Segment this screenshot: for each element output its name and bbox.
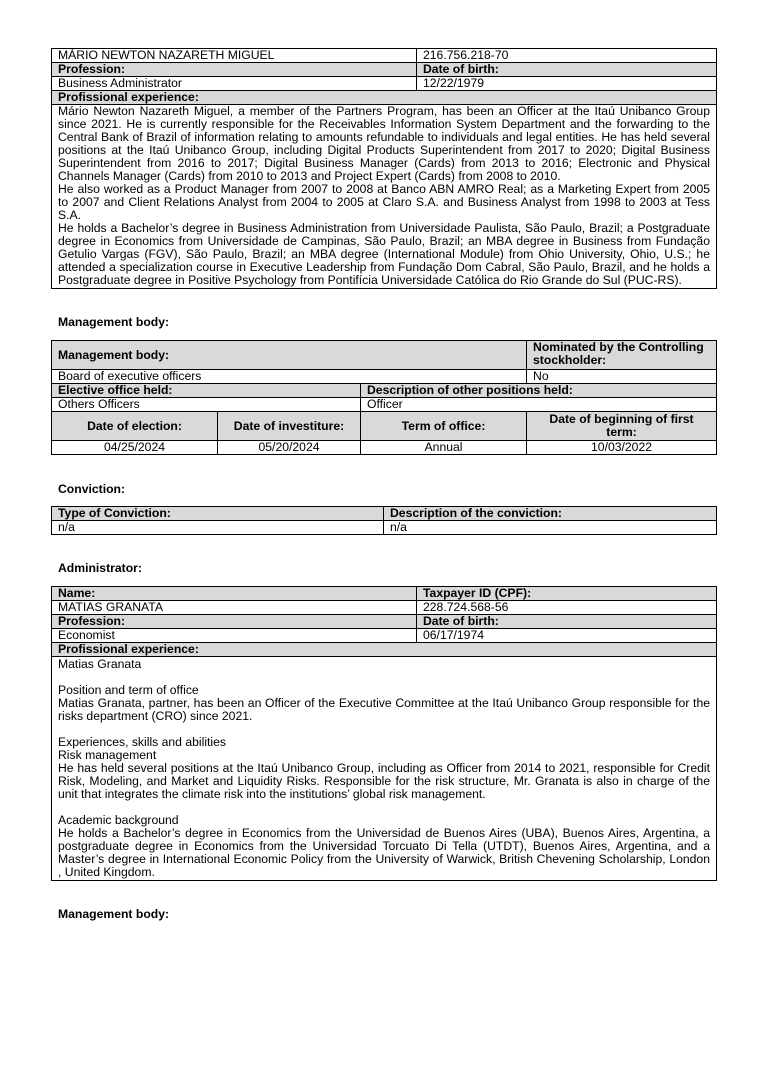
- person1-id: 216.756.218-70: [417, 49, 717, 63]
- admin-cpf-label: Taxpayer ID (CPF):: [417, 587, 717, 601]
- admin-profession: Economist: [52, 629, 417, 643]
- admin-risk-text: He has held several positions at the Itaú Unibanco Group, including as Officer from 2014 to 2021, responsible for Credit Risk, Modeling, and Market and Liquidity Risks. Responsible for the risk structure, Mr. Granata is also in charge of the unit that integrates the climate risk into the institutions’ global risk management.: [58, 761, 710, 801]
- mgmt1-nominated-label: Nominated by the Controlling stockholder:: [527, 341, 717, 370]
- person1-experience-p2: He also worked as a Product Manager from 2007 to 2008 at Banco ABN AMRO Real; as a Marketing Expert from 2005 to 2007 and Client Relations Analyst from 2004 to 2005 at Claro S.A. and Business Analyst from 1998 to 2003 at Tess S.A.: [58, 182, 710, 222]
- admin-name: MATIAS GRANATA: [52, 601, 417, 615]
- person1-experience-p1: Mário Newton Nazareth Miguel, a member of the Partners Program, has been an Officer at the Itaú Unibanco Group since 2021. He is currently responsible for the Receivables Information System Department and the forwarding to the Central Bank of Brazil of information relating to amounts refundable to individuals and legal entities. He has held several positions at the Itaú Unibanco Group, including Digital Products Superintendent from 2017 to 2020; Digital Business Superintendent from 2016 to 2017; Digital Business Manager (Cards) from 2013 to 2016; Electronic and Physical Channels Manager (Cards) from 2010 to 2013 and Project Expert (Cards) from 2008 to 2010.: [58, 104, 710, 183]
- admin-dob: 06/17/1974: [417, 629, 717, 643]
- admin-experience: [52, 657, 717, 881]
- person1-experience-label: Profissional experience:: [52, 91, 717, 105]
- person1-dob-label: Date of birth:: [417, 63, 717, 77]
- admin-academic-text: He holds a Bachelor’s degree in Economics from the Universidad de Buenos Aires (UBA), Buenos Aires, Argentina, a postgraduate degree in Economics from the Universidad Torcuato Di Tella (UTDT), Buenos Aires, Argentina, and a Master’s degree in International Economic Policy from the University of Warwick, British Chevening Scholarship, London , United Kingdom.: [58, 826, 710, 879]
- conviction-desc-value: n/a: [384, 521, 717, 535]
- mgmt1-desc-value: Officer: [361, 398, 717, 412]
- person1-dob: 12/22/1979: [417, 77, 717, 91]
- admin-skills-heading: Experiences, skills and abilities: [58, 735, 226, 749]
- admin-exp-name: Matias Granata: [58, 657, 142, 671]
- mgmt1-term-label: Term of office:: [361, 412, 527, 441]
- conviction-desc-label: Description of the conviction:: [384, 507, 717, 521]
- mgmt1-table: [51, 340, 717, 455]
- conviction-table: [51, 506, 717, 535]
- person1-table: [51, 48, 717, 289]
- document-page: [51, 48, 717, 921]
- mgmt1-beginning-value: 10/03/2022: [527, 441, 717, 455]
- admin-experience-label: Profissional experience:: [52, 643, 717, 657]
- person1-experience: [52, 105, 717, 289]
- mgmt1-section-title: Management body:: [58, 315, 170, 329]
- conviction-type-value: n/a: [52, 521, 384, 535]
- mgmt1-election-value: 04/25/2024: [52, 441, 218, 455]
- mgmt2-section-title: Management body:: [58, 907, 170, 921]
- admin-cpf: 228.724.568-56: [417, 601, 717, 615]
- mgmt1-elective-label: Elective office held:: [52, 384, 361, 398]
- admin-section-title: Administrator:: [58, 561, 142, 575]
- person1-profession-label: Profession:: [52, 63, 417, 77]
- admin-position-text: Matias Granata, partner, has been an Officer of the Executive Committee at the Itaú Unibanco Group responsible for the risks department (CRO) since 2021.: [58, 696, 710, 723]
- person1-experience-p3: He holds a Bachelor’s degree in Business Administration from Universidade Paulista, São Paulo, Brazil; a Postgraduate degree in Economics from Universidade de Campinas, São Paulo, Brazil; an MBA degree in Business from Fundação Getulio Vargas (FGV), São Paulo, Brazil; an MBA degree (International Module) from Ohio University, Ohio, U.S.; he attended a specialization course in Executive Leadership from Fundação Dom Cabral, São Paulo, Brazil, and he holds a Postgraduate degree in Positive Psychology from Pontifícia Universidade Católica do Rio Grande do Sul (PUC-RS).: [58, 221, 710, 287]
- mgmt1-body-value: Board of executive officers: [52, 370, 527, 384]
- mgmt1-investiture-value: 05/20/2024: [218, 441, 361, 455]
- conviction-type-label: Type of Conviction:: [52, 507, 384, 521]
- admin-dob-label: Date of birth:: [417, 615, 717, 629]
- mgmt1-election-label: Date of election:: [52, 412, 218, 441]
- mgmt1-term-value: Annual: [361, 441, 527, 455]
- admin-risk-heading: Risk management: [58, 748, 157, 762]
- mgmt1-nominated-value: No: [527, 370, 717, 384]
- admin-profession-label: Profession:: [52, 615, 417, 629]
- mgmt1-beginning-label: Date of beginning of first term:: [527, 412, 717, 441]
- mgmt1-investiture-label: Date of investiture:: [218, 412, 361, 441]
- admin-position-heading: Position and term of office: [58, 683, 199, 697]
- person1-profession: Business Administrator: [52, 77, 417, 91]
- admin-name-label: Name:: [52, 587, 417, 601]
- conviction-section-title: Conviction:: [58, 482, 126, 496]
- mgmt1-body-label: Management body:: [52, 341, 527, 370]
- person1-name: MÁRIO NEWTON NAZARETH MIGUEL: [52, 49, 417, 63]
- mgmt1-elective-value: Others Officers: [52, 398, 361, 412]
- mgmt1-desc-label: Description of other positions held:: [361, 384, 717, 398]
- admin-academic-heading: Academic background: [58, 813, 179, 827]
- admin-table: [51, 586, 717, 881]
